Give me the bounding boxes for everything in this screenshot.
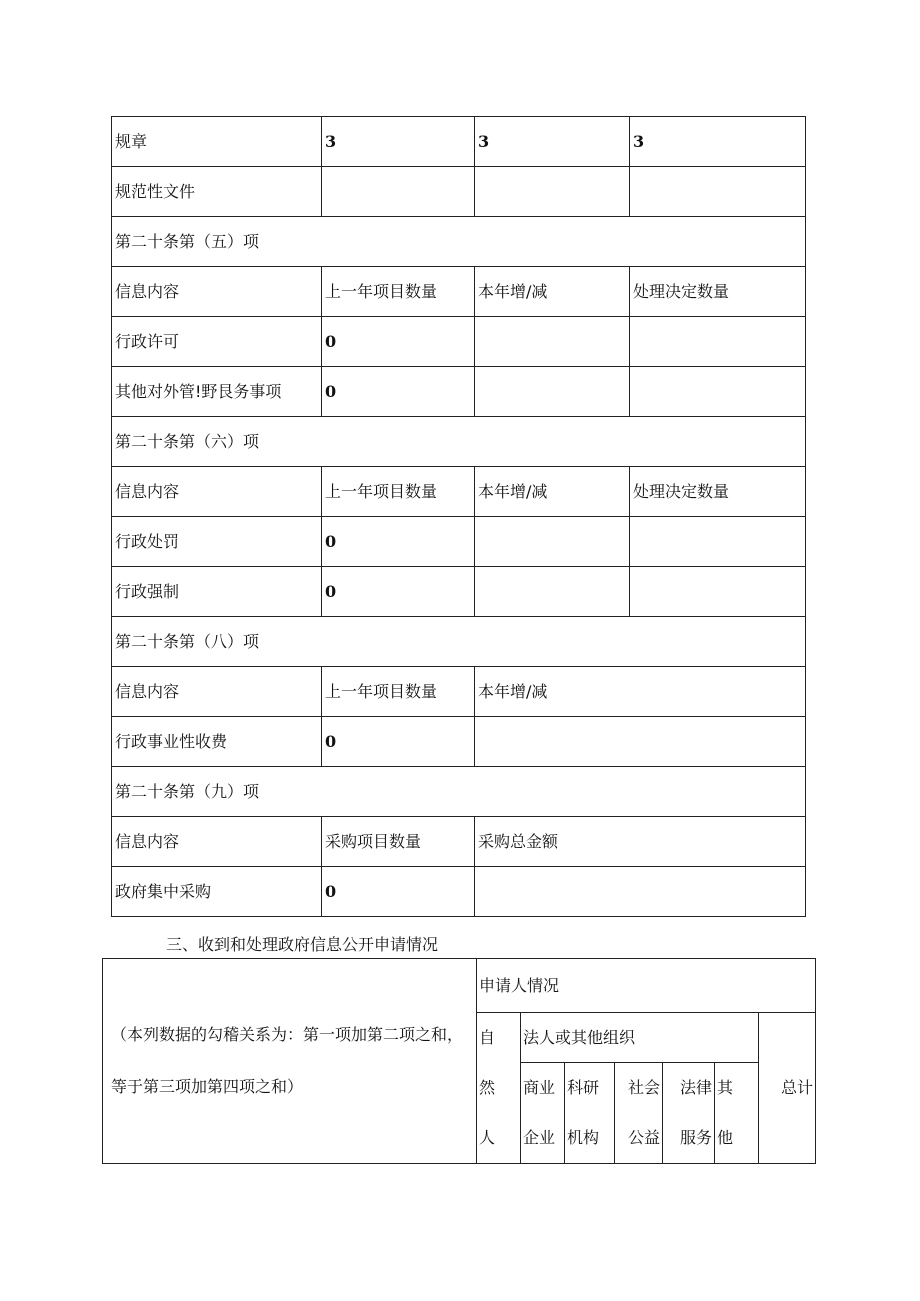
sub-header	[615, 1063, 663, 1164]
table-row	[112, 167, 806, 217]
header-row	[112, 817, 806, 867]
legal-entity-header: 法人或其他组织	[521, 1013, 759, 1063]
header-row	[112, 667, 806, 717]
header-row	[112, 467, 806, 517]
table-row	[112, 717, 806, 767]
sub-header	[565, 1063, 615, 1164]
sub-header-line: 服务	[679, 1128, 712, 1147]
table-row	[112, 567, 806, 617]
empty-cell	[322, 167, 475, 217]
header-cell: 本年增/减	[475, 467, 630, 517]
value-cell: 0	[322, 717, 475, 767]
section-heading: 三、收到和处理政府信息公开申请情况	[166, 935, 439, 954]
sub-header-line: 机构	[567, 1128, 600, 1147]
empty-cell	[475, 867, 806, 917]
sub-header-line: 商业	[523, 1078, 556, 1097]
header-cell: 上一年项目数量	[322, 267, 475, 317]
header-cell: 本年增/减	[475, 267, 630, 317]
row-label: 规范性文件	[112, 167, 322, 217]
sub-header-line: 他	[717, 1128, 734, 1147]
section-title: 第二十条第（八）项	[112, 617, 806, 667]
sub-header	[663, 1063, 715, 1164]
section-title: 第二十条第（六）项	[112, 417, 806, 467]
section-title: 第二十条第（九）项	[112, 767, 806, 817]
header-cell: 采购项目数量	[322, 817, 475, 867]
empty-cell	[475, 567, 630, 617]
table-row	[112, 317, 806, 367]
sub-header-line: 社会	[627, 1078, 660, 1097]
natural-char: 然	[479, 1078, 496, 1097]
section-title-row	[112, 617, 806, 667]
empty-cell	[475, 317, 630, 367]
sub-header-line: 企业	[523, 1128, 556, 1147]
application-table	[102, 958, 816, 1164]
row-label: 行政事业性收费	[112, 717, 322, 767]
sub-header-line: 公益	[627, 1128, 660, 1147]
header-cell: 信息内容	[112, 267, 322, 317]
natural-char: 自	[479, 1028, 496, 1047]
applicant-header: 申请人情况	[477, 959, 816, 1013]
empty-cell	[475, 367, 630, 417]
header-cell: 处理决定数量	[630, 267, 806, 317]
header-row	[112, 267, 806, 317]
row-label: 行政强制	[112, 567, 322, 617]
header-cell: 上一年项目数量	[322, 467, 475, 517]
header-cell: 信息内容	[112, 667, 322, 717]
natural-person-cell	[477, 1013, 521, 1164]
row-label: 政府集中采购	[112, 867, 322, 917]
empty-cell	[630, 567, 806, 617]
sub-header	[521, 1063, 565, 1164]
value-cell: 0	[322, 517, 475, 567]
sub-header-line: 法律	[679, 1078, 712, 1097]
header-cell: 信息内容	[112, 817, 322, 867]
header-cell: 信息内容	[112, 467, 322, 517]
row-label: 规章	[112, 117, 322, 167]
header-cell: 处理决定数量	[630, 467, 806, 517]
empty-cell	[475, 517, 630, 567]
value-cell: 0	[322, 367, 475, 417]
header-cell: 本年增/减	[475, 667, 806, 717]
section-title: 第二十条第（五）项	[112, 217, 806, 267]
row-label: 行政处罚	[112, 517, 322, 567]
note-cell: （本列数据的勾稽关系为：第一项加第二项之和，等于第三项加第四项之和）	[103, 959, 477, 1164]
empty-cell	[475, 717, 806, 767]
value-cell: 3	[475, 117, 630, 167]
sub-header-line: 其	[717, 1078, 734, 1097]
value-cell: 0	[322, 867, 475, 917]
table-row	[103, 959, 816, 1013]
value-cell: 3	[322, 117, 475, 167]
empty-cell	[630, 517, 806, 567]
value-cell: 0	[322, 567, 475, 617]
disclosure-table	[111, 116, 806, 917]
table-row	[112, 117, 806, 167]
empty-cell	[475, 167, 630, 217]
table-row	[112, 517, 806, 567]
natural-char: 人	[479, 1128, 496, 1147]
row-label: 行政许可	[112, 317, 322, 367]
table-row	[112, 367, 806, 417]
sub-header	[715, 1063, 759, 1164]
row-label: 其他对外管!野艮务事项	[112, 367, 322, 417]
table-row	[112, 867, 806, 917]
section-title-row	[112, 217, 806, 267]
sub-header-line: 科研	[567, 1078, 600, 1097]
header-cell: 采购总金额	[475, 817, 806, 867]
value-cell: 3	[630, 117, 806, 167]
empty-cell	[630, 317, 806, 367]
header-cell: 上一年项目数量	[322, 667, 475, 717]
empty-cell	[630, 367, 806, 417]
value-cell: 0	[322, 317, 475, 367]
empty-cell	[630, 167, 806, 217]
section-title-row	[112, 767, 806, 817]
section-title-row	[112, 417, 806, 467]
total-header: 总计	[759, 1013, 816, 1164]
